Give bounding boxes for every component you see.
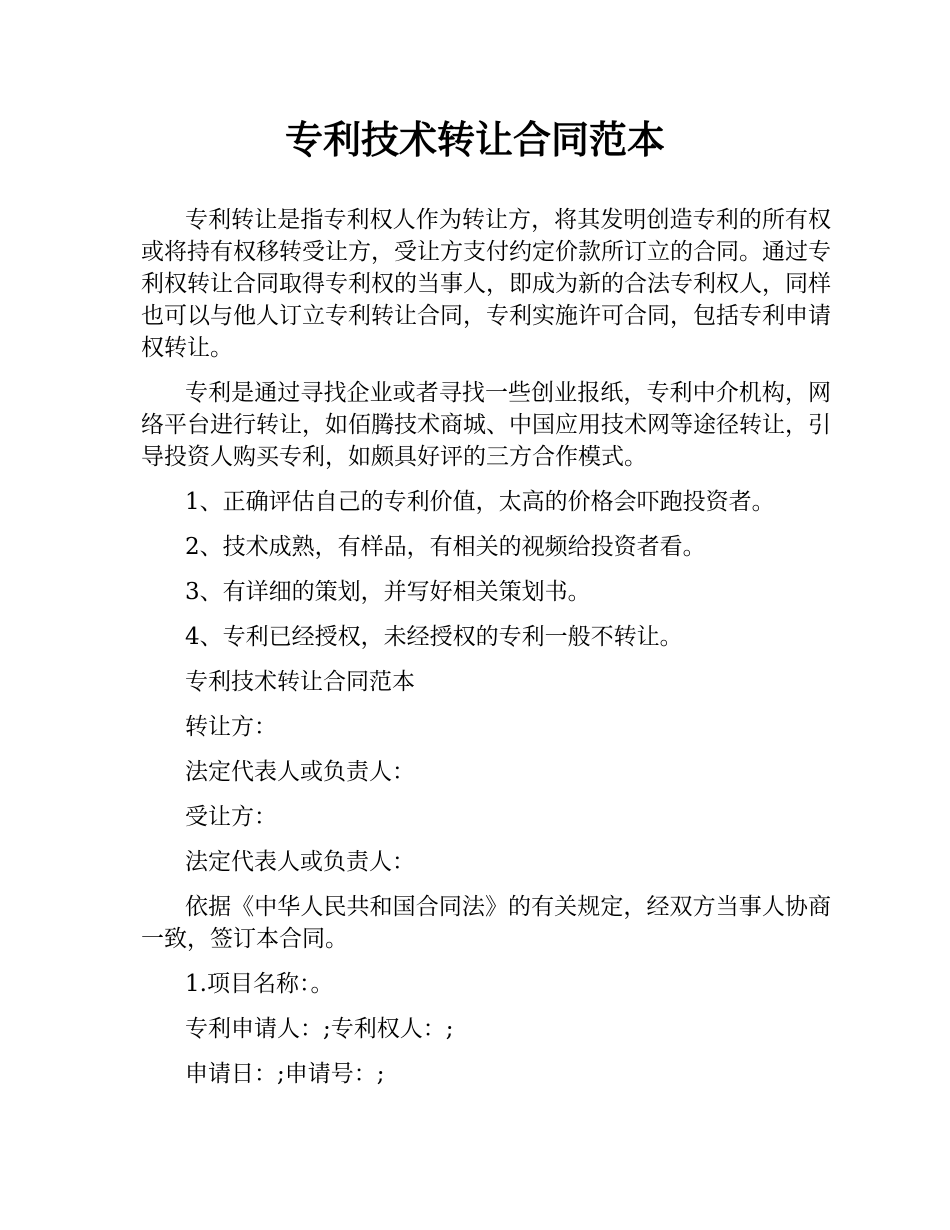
project-name-line: 1.项目名称：。 [185,971,334,997]
contract-subtitle: 专利技术转让合同范本 [185,669,415,695]
assignor-label: 转让方： [185,714,277,740]
applicant-holder-line: 专利申请人：;专利权人：; [185,1016,454,1042]
assignee-representative-label: 法定代表人或负责人： [185,849,415,875]
document-title: 专利技术转让合同范本 [284,118,665,162]
paragraph-channels: 专利是通过寻找企业或者寻找一些创业报纸，专利中介机构，网络平台进行转让，如佰腾技术商城、中国应用技术网等途径转让，引导投资人购买专利，如颇具好评的三方合作模式。 [141,380,831,470]
assignee-label: 受让方： [185,804,277,830]
application-date-number-line: 申请日：;申请号：; [185,1061,385,1087]
assignor-representative-label: 法定代表人或负责人： [185,759,415,785]
list-item-4: 4、专利已经授权，未经授权的专利一般不转让。 [185,624,683,650]
list-item-2: 2、技术成熟，有样品，有相关的视频给投资者看。 [185,534,706,560]
paragraph-intro: 专利转让是指专利权人作为转让方，将其发明创造专利的所有权或将持有权移转受让方，受让方支付约定价款所订立的合同。通过专利权转让合同取得专利权的当事人，即成为新的合法专利权人，同样也可以与他人订立专利转让合同，专利实施许可合同，包括专利申请权转让。 [141,207,831,361]
list-item-1: 1、正确评估自己的专利价值，太高的价格会吓跑投资者。 [185,489,775,515]
document-body [141,204,831,1103]
contract-basis-paragraph: 依据《中华人民共和国合同法》的有关规定，经双方当事人协商一致，签订本合同。 [141,894,831,952]
list-item-3: 3、有详细的策划，并写好相关策划书。 [185,579,591,605]
